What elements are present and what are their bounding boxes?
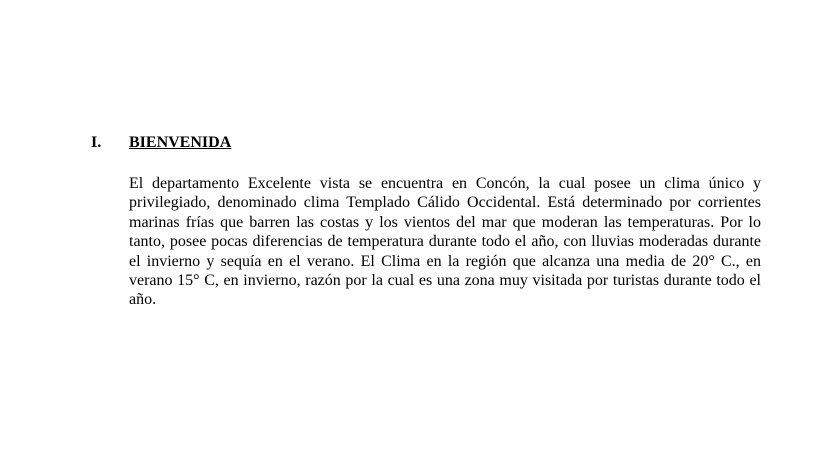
section-heading: BIENVENIDA [129, 134, 232, 151]
section-paragraph: El departamento Excelente vista se encuentra en Concón, la cual posee un clima único y privilegiado, denominado clima Templado Cálido Occidental. Está determinado por corrientes marinas frías que barren las costas y los vientos del mar que moderan las temperaturas. Por lo tanto, posee pocas diferencias de temperatura durante todo el año, con lluvias moderadas durante el invierno y sequía en el verano. El Clima en la región que alcanza una media de 20° C., en verano 15° C, en invierno, razón por la cual es una zona muy visitada por turistas durante todo el año. [129, 175, 761, 309]
section-number: I. [91, 134, 102, 151]
